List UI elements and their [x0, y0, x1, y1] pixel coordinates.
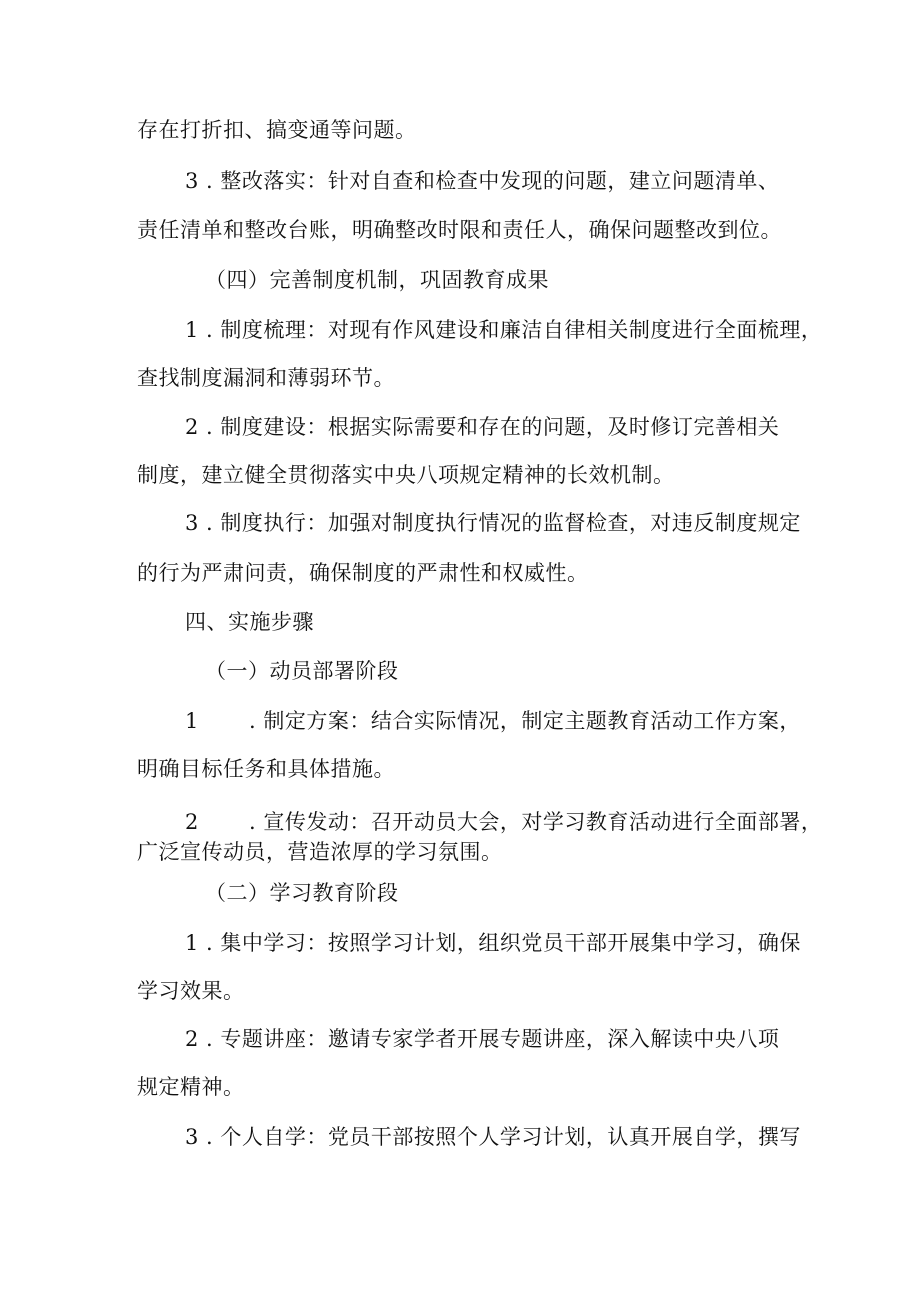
text-line: 规定精神。 [137, 1075, 245, 1099]
text-line: 制度，建立健全贯彻落实中央八项规定精神的长效机制。 [137, 463, 675, 487]
text-line: 学习效果。 [137, 979, 245, 1003]
text-line: 3 . 整改落实：针对自查和检查中发现的问题，建立问题清单、 [185, 169, 780, 193]
text-line: 明确目标任务和具体措施。 [137, 757, 395, 781]
text-line: 1 . 制定方案：结合实际情况，制定主题教育活动工作方案， [185, 709, 801, 733]
text-line: 广泛宣传动员，营造浓厚的学习氛围。 [137, 840, 503, 864]
text-line: 2 . 制度建设：根据实际需要和存在的问题，及时修订完善相关 [185, 415, 780, 439]
chapter-heading: 四、实施步骤 [185, 610, 314, 634]
text-line: 1 . 制度梳理：对现有作风建设和廉洁自律相关制度进行全面梳理， [185, 318, 823, 342]
text-line: 3 . 个人自学：党员干部按照个人学习计划，认真开展自学，撰写 [185, 1125, 801, 1149]
text-line: 2 . 专题讲座：邀请专家学者开展专题讲座，深入解读中央八项 [185, 1027, 780, 1051]
section-heading: （一）动员部署阶段 [205, 659, 399, 683]
text-line: 2 . 宣传发动：召开动员大会，对学习教育活动进行全面部署， [185, 810, 823, 834]
text-line: 3 . 制度执行：加强对制度执行情况的监督检查，对违反制度规定 [185, 511, 801, 535]
text-line: 1 . 集中学习：按照学习计划，组织党员干部开展集中学习，确保 [185, 931, 801, 955]
text-line: 的行为严肃问责，确保制度的严肃性和权威性。 [137, 561, 589, 585]
section-heading: （二）学习教育阶段 [205, 881, 399, 905]
text-line: 查找制度漏洞和薄弱环节。 [137, 366, 395, 390]
text-line: 责任清单和整改台账，明确整改时限和责任人，确保问题整改到位。 [137, 218, 782, 242]
section-heading: （四）完善制度机制，巩固教育成果 [205, 268, 549, 292]
text-line: 存在打折扣、搞变通等问题。 [137, 118, 417, 142]
